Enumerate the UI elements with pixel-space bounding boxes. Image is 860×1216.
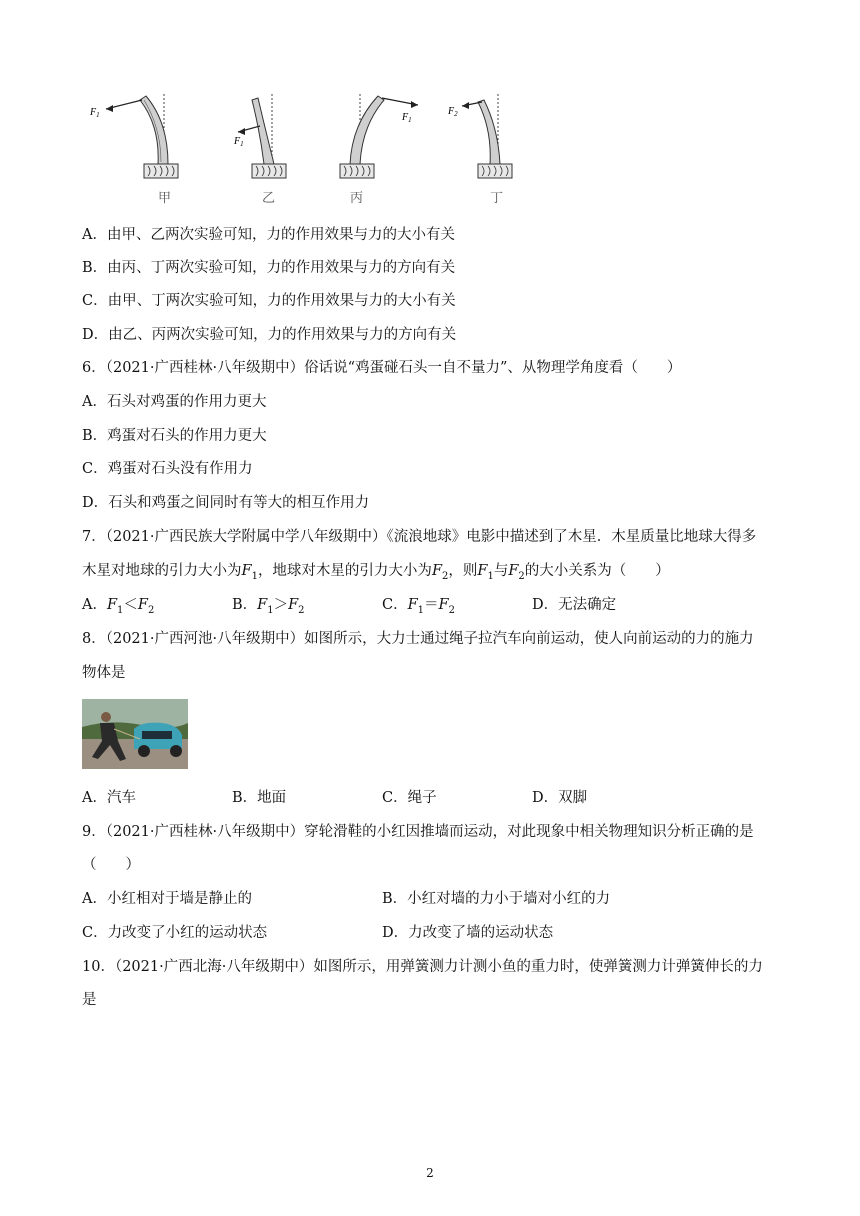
- ruler-diagram-bing: [332, 92, 432, 210]
- caption-bing: 丙: [350, 191, 364, 206]
- q9-option-b[interactable]: B．小红对墙的力小于墙对小红的力: [382, 891, 611, 907]
- q6-option-c[interactable]: C．鸡蛋对石头没有作用力: [82, 461, 253, 477]
- q10-stem-line2: 是: [82, 992, 97, 1008]
- q7-symbol-f: F: [508, 563, 519, 579]
- q7-symbol-f: F: [477, 563, 488, 579]
- q6-option-b[interactable]: B．鸡蛋对石头的作用力更大: [82, 428, 267, 444]
- q6-stem: 6．（2021·广西桂林·八年级期中）俗话说“鸡蛋碰石头一自不量力”、从物理学角度看（ ）: [82, 360, 682, 376]
- q7-stem-text-d: 与: [493, 563, 509, 579]
- ruler-bending-figure: [82, 92, 532, 210]
- page-number: 2: [426, 1166, 434, 1180]
- q7-option-b[interactable]: B．$F_1>F_2$: [232, 597, 305, 616]
- figure-panel-ding: [442, 92, 542, 210]
- caption-yi: 乙: [262, 191, 276, 206]
- force-label-bing: $F_1$: [402, 112, 412, 124]
- q10-stem-line1: 10．（2021·广西北海·八年级期中）如图所示，用弹簧测力计测小鱼的重力时，使弹簧测力计弹簧伸长的力: [82, 959, 763, 975]
- q7-sub-2: 2: [442, 570, 449, 582]
- q9-option-d[interactable]: D．力改变了墙的运动状态: [382, 925, 554, 941]
- q5-option-a[interactable]: A．由甲、乙两次实验可知，力的作用效果与力的大小有关: [82, 227, 455, 243]
- q7-sub-1: 1: [487, 570, 494, 582]
- force-label-ding: $F_2$: [448, 106, 458, 118]
- q9-stem-line1: 9．（2021·广西桂林·八年级期中）穿轮滑鞋的小红因推墙而运动，对此现象中相关物理知识分析正确的是: [82, 824, 754, 840]
- q8-option-c[interactable]: C．绳子: [382, 790, 437, 806]
- caption-jia: 甲: [158, 191, 172, 206]
- q7-option-c[interactable]: C．$F_1=F_2$: [382, 597, 455, 616]
- q7-stem-text-c: ，则: [448, 563, 478, 579]
- q6-option-a[interactable]: A．石头对鸡蛋的作用力更大: [82, 394, 267, 410]
- q7-symbol-f: F: [241, 563, 252, 579]
- q7-symbol-f: F: [431, 563, 442, 579]
- q7-option-a[interactable]: A．$F_1<F_2$: [82, 597, 155, 616]
- force-label-yi: $F_1$: [234, 136, 244, 148]
- q9-stem-line2: （ ）: [82, 857, 140, 873]
- force-label-jia: $F_1$: [90, 107, 100, 119]
- q7-sub-2: 2: [518, 570, 525, 582]
- q7-stem-line1: 7．（2021·广西民族大学附属中学八年级期中）《流浪地球》电影中描述到了木星．木星质量比地球大得多: [82, 529, 757, 545]
- ruler-diagram-ding: [442, 92, 542, 210]
- q7-stem-text-e: 的大小关系为（ ）: [524, 563, 670, 579]
- q5-option-c[interactable]: C．由甲、丁两次实验可知，力的作用效果与力的大小有关: [82, 293, 456, 309]
- q8-stem-line2: 物体是: [82, 665, 126, 681]
- figure-panel-yi: [212, 92, 312, 210]
- ruler-diagram-jia: [82, 92, 182, 210]
- q9-option-c[interactable]: C．力改变了小红的运动状态: [82, 925, 268, 941]
- figure-panel-bing: [332, 92, 432, 210]
- q7-option-d[interactable]: D．无法确定: [532, 597, 617, 613]
- figure-panel-jia: [82, 92, 182, 210]
- strongman-pulling-car-photo: [82, 699, 188, 769]
- caption-ding: 丁: [490, 191, 504, 206]
- q5-option-b[interactable]: B．由丙、丁两次实验可知，力的作用效果与力的方向有关: [82, 260, 456, 276]
- ruler-diagram-yi: [212, 92, 312, 210]
- q9-option-a[interactable]: A．小红相对于墙是静止的: [82, 891, 252, 907]
- q7-stem-text-a: 木星对地球的引力大小为: [82, 563, 242, 579]
- q8-option-b[interactable]: B．地面: [232, 790, 287, 806]
- q7-stem-text-b: ，地球对木星的引力大小为: [257, 563, 432, 579]
- q6-option-d[interactable]: D．石头和鸡蛋之间同时有等大的相互作用力: [82, 495, 370, 511]
- q8-option-a[interactable]: A．汽车: [82, 790, 136, 806]
- q7-stem-line2: [82, 561, 670, 587]
- q5-option-d[interactable]: D．由乙、丙两次实验可知，力的作用效果与力的方向有关: [82, 327, 457, 343]
- q8-option-d[interactable]: D．双脚: [532, 790, 588, 806]
- q7-sub-1: 1: [251, 570, 258, 582]
- q8-stem-line1: 8．（2021·广西河池·八年级期中）如图所示，大力士通过绳子拉汽车向前运动，使人向前运动的力的施力: [82, 631, 754, 647]
